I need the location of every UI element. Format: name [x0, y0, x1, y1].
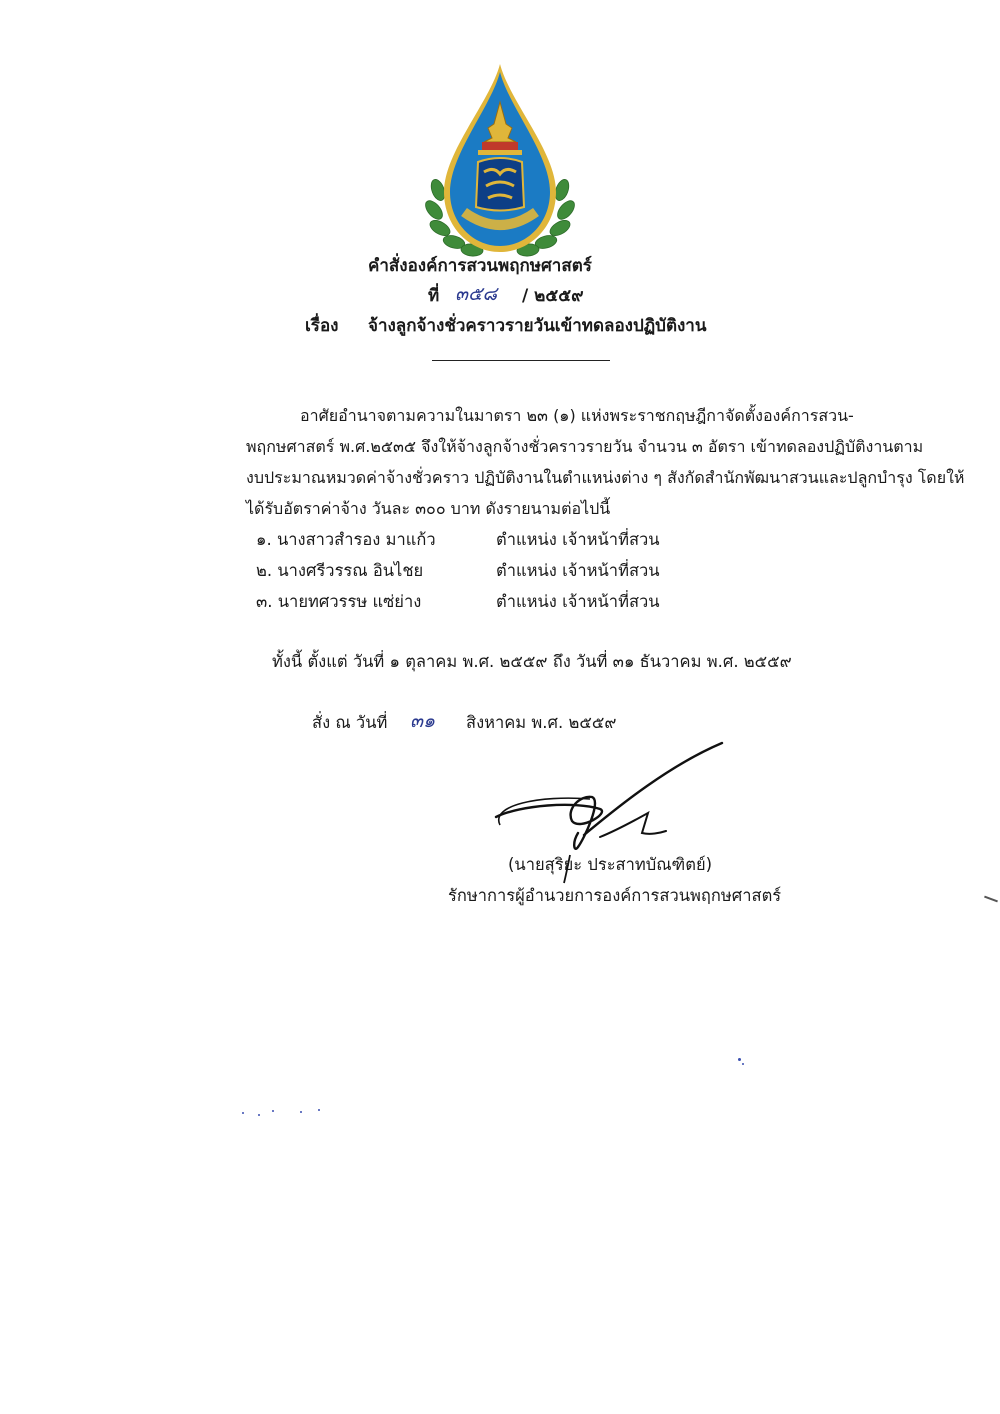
- body-line-1: อาศัยอำนาจตามความในมาตรา ๒๓ (๑) แห่งพระราชกฤษฎีกาจัดตั้งองค์การสวน-: [300, 406, 854, 425]
- ordered-date-prefix: สั่ง ณ วันที่: [312, 713, 388, 732]
- order-number-prefix: ที่: [428, 286, 440, 306]
- signatory-name: (นายสุริยะ ประสาทบัณฑิตย์): [508, 855, 713, 874]
- scan-speck: [258, 1114, 260, 1116]
- scan-speck: [738, 1058, 741, 1061]
- employee-name: ๒. นางศรีวรรณ อินไชย: [256, 561, 424, 580]
- ordered-day-handwritten: ๓๑: [410, 710, 436, 732]
- scan-speck: [742, 1063, 744, 1065]
- body-line-2: พฤกษศาสตร์ พ.ศ.๒๕๓๕ จึงให้จ้างลูกจ้างชั่วคราวรายวัน จำนวน ๓ อัตรา เข้าทดลองปฏิบัติงานตาม: [246, 437, 924, 456]
- scan-speck: [300, 1111, 302, 1113]
- effective-period: ทั้งนี้ ตั้งแต่ วันที่ ๑ ตุลาคม พ.ศ. ๒๕๕๙ ถึง วันที่ ๓๑ ธันวาคม พ.ศ. ๒๕๕๙: [272, 652, 792, 671]
- order-number-year: / ๒๕๕๙: [522, 286, 584, 306]
- scan-speck: [272, 1110, 274, 1112]
- order-number-handwritten: ๓๕๘: [455, 283, 498, 305]
- employee-name: ๓. นายทศวรรษ แซ่ย่าง: [256, 592, 422, 611]
- scan-speck: [318, 1109, 320, 1111]
- body-line-3: งบประมาณหมวดค่าจ้างชั่วคราว ปฏิบัติงานในตำแหน่งต่าง ๆ สังกัดสำนักพัฒนาสวนและปลูกบำรุง โดยให้: [246, 468, 965, 487]
- employee-name: ๑. นางสาวสำรอง มาแก้ว: [256, 530, 436, 549]
- subject-text: จ้างลูกจ้างชั่วคราวรายวันเข้าทดลองปฏิบัติงาน: [368, 316, 707, 336]
- employee-position: ตำแหน่ง เจ้าหน้าที่สวน: [496, 561, 660, 580]
- organization-logo: [420, 62, 580, 262]
- subject-label: เรื่อง: [305, 316, 339, 336]
- ordered-month-year: สิงหาคม พ.ศ. ๒๕๕๙: [466, 713, 617, 732]
- header-divider: [432, 360, 610, 361]
- body-line-4: ได้รับอัตราค่าจ้าง วันละ ๓๐๐ บาท ดังรายนามต่อไปนี้: [246, 499, 611, 518]
- scan-edge-mark: [984, 896, 998, 903]
- employee-position: ตำแหน่ง เจ้าหน้าที่สวน: [496, 592, 660, 611]
- employee-position: ตำแหน่ง เจ้าหน้าที่สวน: [496, 530, 660, 549]
- signatory-title: รักษาการผู้อำนวยการองค์การสวนพฤกษศาสตร์: [448, 886, 782, 905]
- scan-speck: [242, 1112, 244, 1114]
- order-title: คำสั่งองค์การสวนพฤกษศาสตร์: [368, 256, 592, 276]
